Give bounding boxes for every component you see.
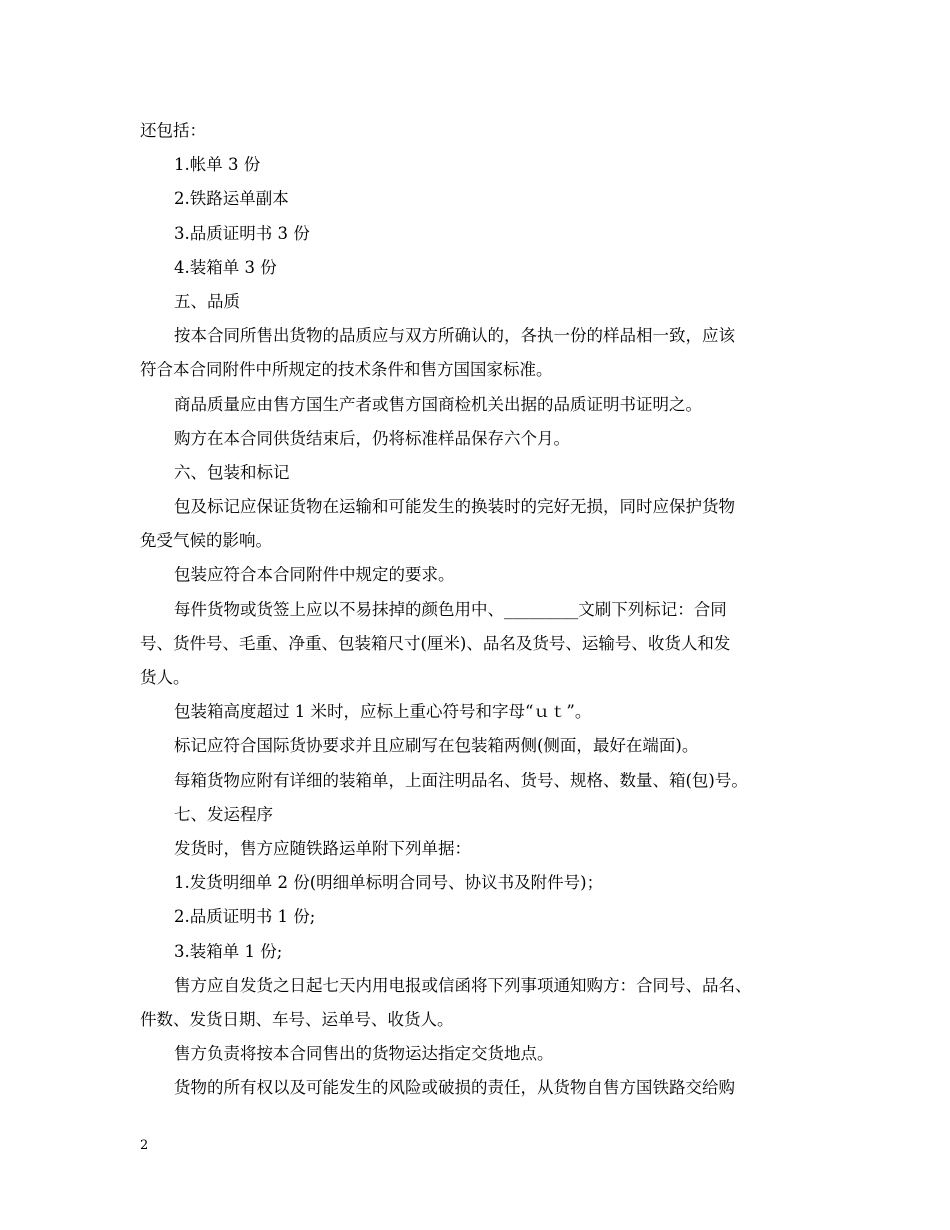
paragraph-line: 包装箱高度超过 1 米时，应标上重心符号和字母“ｕｔ”。 (174, 702, 592, 722)
paragraph-line: 包及标记应保证货物在运输和可能发生的换装时的完好无损，同时应保护货物 (174, 497, 735, 517)
list-item: 4.装箱单 3 份 (174, 257, 277, 277)
section-heading: 五、品质 (174, 291, 240, 311)
paragraph-line: 包装应符合本合同附件中规定的要求。 (174, 565, 455, 585)
section-heading: 七、发运程序 (174, 804, 273, 824)
paragraph-line: 货人。 (140, 668, 190, 687)
document-body (140, 114, 822, 1105)
paragraph-line: 货物的所有权以及可能发生的风险或破损的责任，从货物自售方国铁路交给购 (174, 1078, 735, 1098)
paragraph-line: 每件货物或货签上应以不易抹掉的颜色用中、_________文刷下列标记：合同 (174, 599, 727, 619)
paragraph-line: 件数、发货日期、车号、运单号、收货人。 (140, 1009, 454, 1029)
text-line: 还包括： (140, 121, 206, 140)
paragraph-line: 按本合同所售出货物的品质应与双方所确认的，各执一份的样品相一致，应该 (174, 326, 735, 346)
list-item: 3.品质证明书 3 份 (174, 223, 310, 243)
paragraph-line: 符合本合同附件中所规定的技术条件和售方国国家标准。 (140, 360, 553, 380)
page-number: 2 (140, 1138, 149, 1153)
section-heading: 六、包装和标记 (174, 462, 290, 482)
paragraph-line: 免受气候的影响。 (140, 531, 272, 551)
list-item: 2.铁路运单副本 (174, 189, 289, 209)
list-item: 1.帐单 3 份 (174, 155, 261, 175)
paragraph-line: 售方应自发货之日起七天内用电报或信函将下列事项通知购方：合同号、品名、 (174, 975, 752, 995)
list-item: 3.装箱单 1 份; (174, 941, 283, 961)
paragraph-line: 购方在本合同供货结束后，仍将标准样品保存六个月。 (174, 428, 570, 448)
paragraph-line: 售方负责将按本合同售出的货物运达指定交货地点。 (174, 1044, 554, 1064)
list-item: 2.品质证明书 1 份; (174, 907, 316, 927)
paragraph-line: 商品质量应由售方国生产者或售方国商检机关出据的品质证明书证明之。 (174, 394, 702, 414)
list-item: 1.发货明细单 2 份(明细单标明合同号、协议书及附件号)； (174, 873, 604, 893)
paragraph-line: 号、货件号、毛重、净重、包装箱尺寸(厘米)、品名及货号、运输号、收货人和发 (140, 633, 731, 653)
paragraph-line: 标记应符合国际货协要求并且应刷写在包装箱两侧(侧面，最好在端面)。 (174, 736, 699, 756)
paragraph-line: 发货时，售方应随铁路运单附下列单据： (174, 838, 471, 858)
paragraph-line: 每箱货物应附有详细的装箱单，上面注明品名、货号、规格、数量、箱(包)号。 (174, 770, 748, 790)
